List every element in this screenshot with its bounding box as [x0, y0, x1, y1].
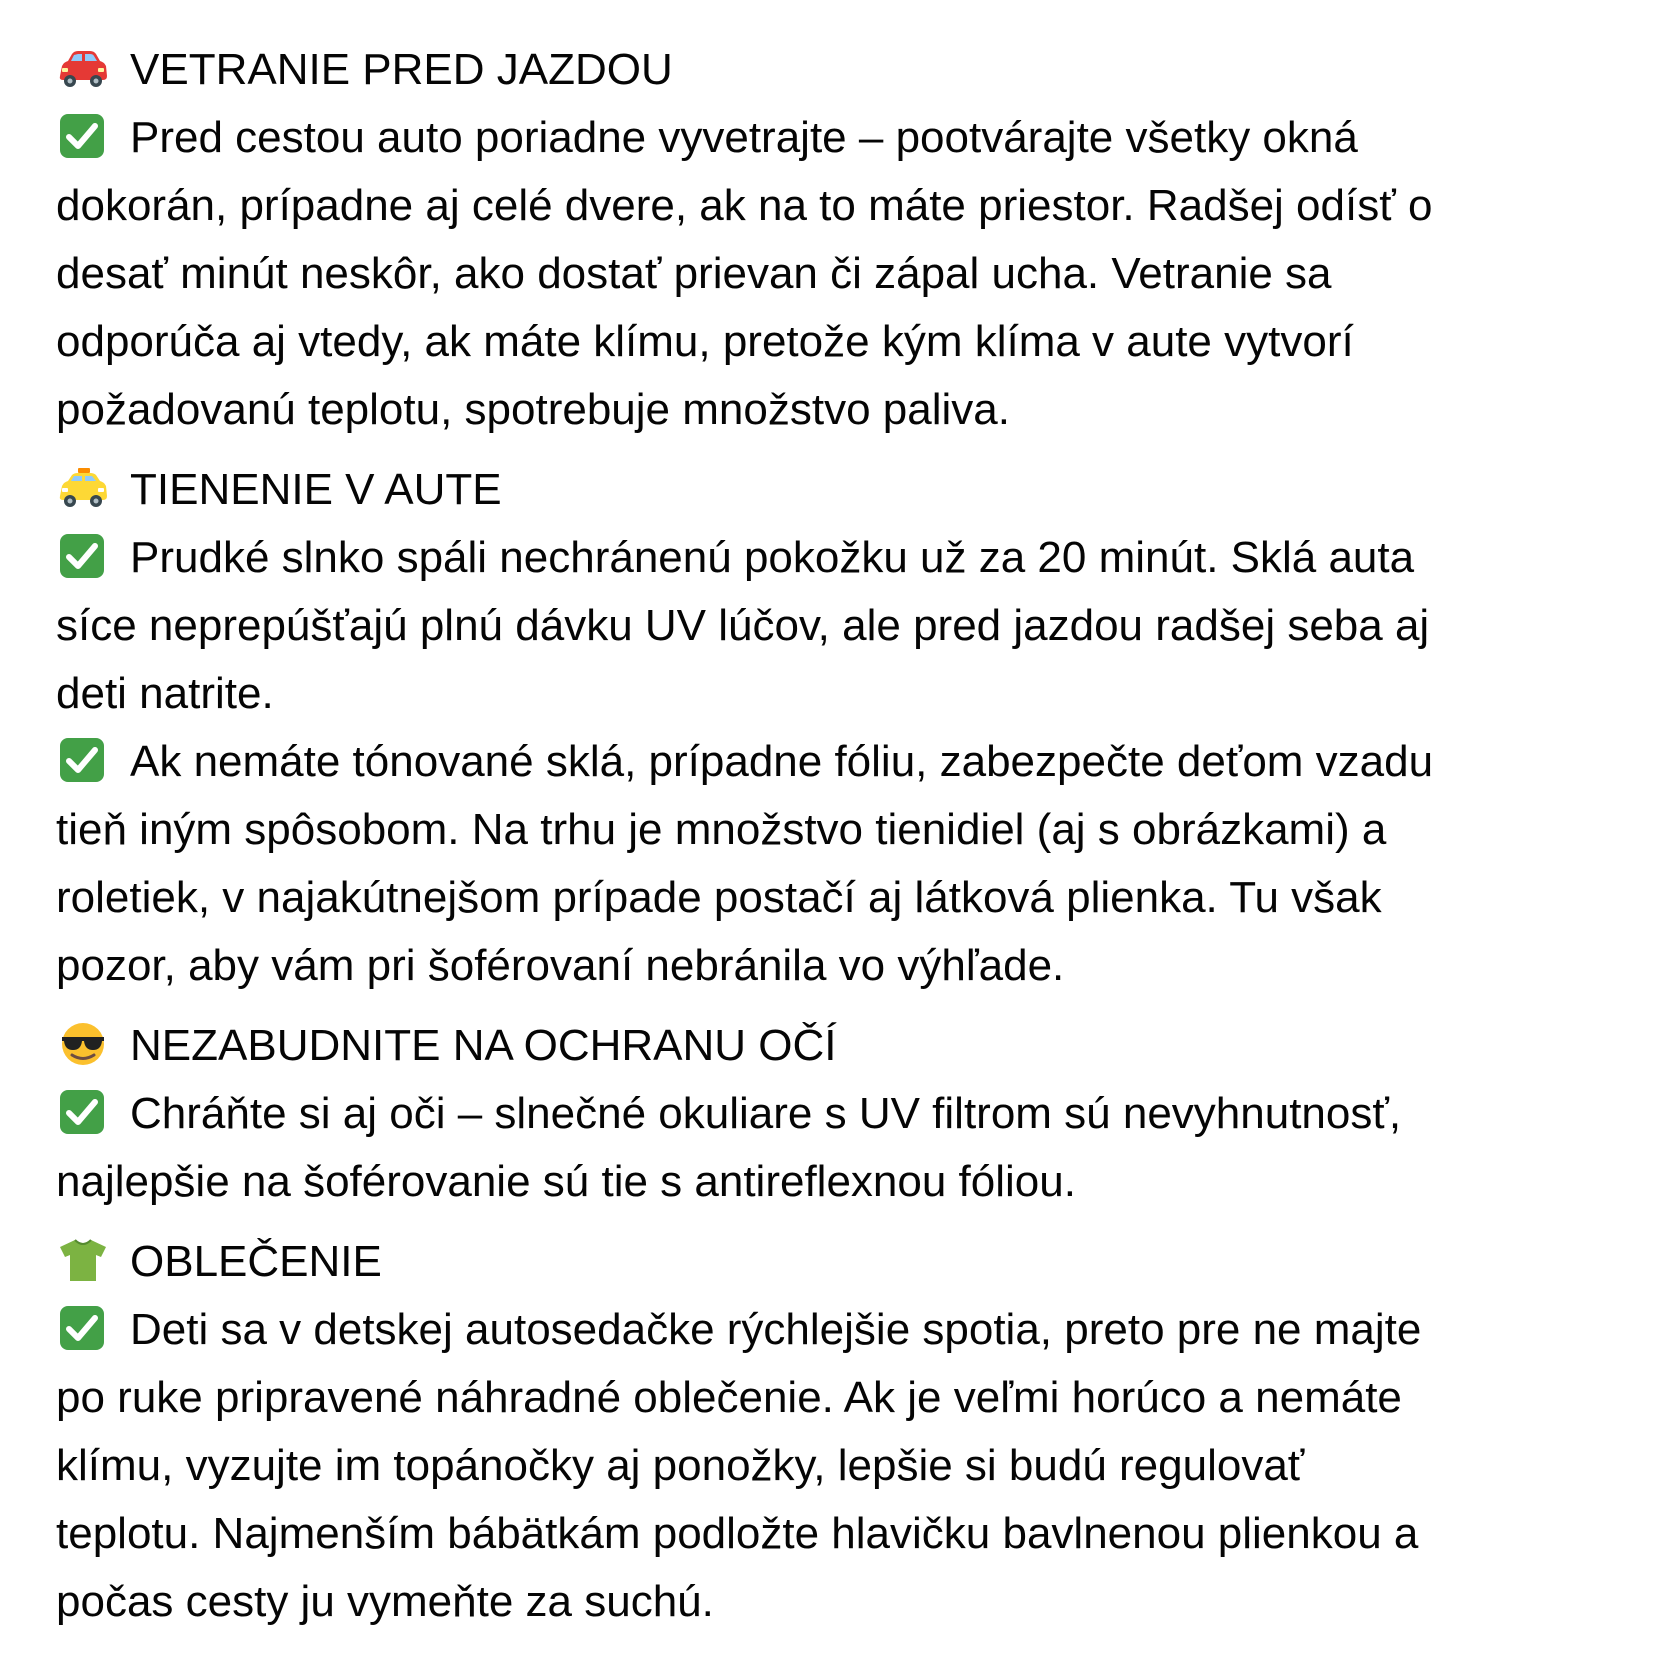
item-line: pozor, aby vám pri šoférovaní nebránila vo výhľade.	[56, 941, 1065, 990]
item-line: požadovanú teplotu, spotrebuje množstvo paliva.	[56, 385, 1010, 434]
item-text: Chráňte si aj oči – slnečné okuliare s UV filtrom sú nevyhnutnosť,	[130, 1089, 1402, 1138]
section-eye-protection	[56, 1012, 1656, 1216]
list-item	[56, 1080, 1656, 1216]
item-line: počas cesty ju vymeňte za suchú.	[56, 1577, 714, 1626]
check-mark-button-icon	[56, 1090, 110, 1134]
list-item	[56, 524, 1656, 728]
item-line: dokorán, prípadne aj celé dvere, ak na to máte priestor. Radšej odísť o	[56, 181, 1433, 230]
check-mark-button-icon	[56, 534, 110, 578]
section-heading-text: TIENENIE V AUTE	[130, 465, 502, 514]
section-heading	[56, 1228, 1656, 1296]
section-heading-text: OBLEČENIE	[130, 1237, 382, 1286]
list-item	[56, 1296, 1656, 1636]
item-text: Prudké slnko spáli nechránenú pokožku už za 20 minút. Sklá auta	[130, 533, 1415, 582]
section-shading	[56, 456, 1656, 1000]
item-line: najlepšie na šoférovanie sú tie s antireflexnou fóliou.	[56, 1157, 1076, 1206]
item-line: tieň iným spôsobom. Na trhu je množstvo tienidiel (aj s obrázkami) a	[56, 805, 1387, 854]
item-text: Deti sa v detskej autosedačke rýchlejšie spotia, preto pre ne majte	[130, 1305, 1422, 1354]
item-line	[56, 104, 1656, 172]
red-car-icon	[56, 46, 110, 90]
item-line	[56, 1080, 1656, 1148]
list-item	[56, 104, 1656, 444]
section-heading	[56, 456, 1656, 524]
item-line: síce neprepúšťajú plnú dávku UV lúčov, ale pred jazdou radšej seba aj	[56, 601, 1430, 650]
section-heading-text: NEZABUDNITE NA OCHRANU OČÍ	[130, 1021, 837, 1070]
section-clothing	[56, 1228, 1656, 1636]
check-mark-button-icon	[56, 1306, 110, 1350]
item-line: desať minút neskôr, ako dostať prievan či zápal ucha. Vetranie sa	[56, 249, 1332, 298]
item-line	[56, 524, 1656, 592]
item-line: roletiek, v najakútnejšom prípade postačí aj látková plienka. Tu však	[56, 873, 1382, 922]
check-mark-button-icon	[56, 114, 110, 158]
sunglasses-face-icon	[56, 1022, 110, 1066]
section-heading	[56, 1012, 1656, 1080]
section-heading-text: VETRANIE PRED JAZDOU	[130, 45, 673, 94]
item-text: Ak nemáte tónované sklá, prípadne fóliu, zabezpečte deťom vzadu	[130, 737, 1434, 786]
item-line	[56, 1296, 1656, 1364]
item-line: klímu, vyzujte im topánočky aj ponožky, lepšie si budú regulovať	[56, 1441, 1305, 1490]
item-line	[56, 728, 1656, 796]
item-line: odporúča aj vtedy, ak máte klímu, pretože kým klíma v aute vytvorí	[56, 317, 1354, 366]
list-item	[56, 728, 1656, 1000]
section-ventilation	[56, 36, 1656, 444]
t-shirt-icon	[56, 1238, 110, 1282]
item-line: teplotu. Najmenším bábätkám podložte hlavičku bavlnenou plienkou a	[56, 1509, 1419, 1558]
item-line: po ruke pripravené náhradné oblečenie. Ak je veľmi horúco a nemáte	[56, 1373, 1402, 1422]
post-body	[56, 36, 1656, 1648]
item-text: Pred cestou auto poriadne vyvetrajte – pootvárajte všetky okná	[130, 113, 1358, 162]
taxi-icon	[56, 466, 110, 510]
check-mark-button-icon	[56, 738, 110, 782]
item-line: deti natrite.	[56, 669, 274, 718]
section-heading	[56, 36, 1656, 104]
